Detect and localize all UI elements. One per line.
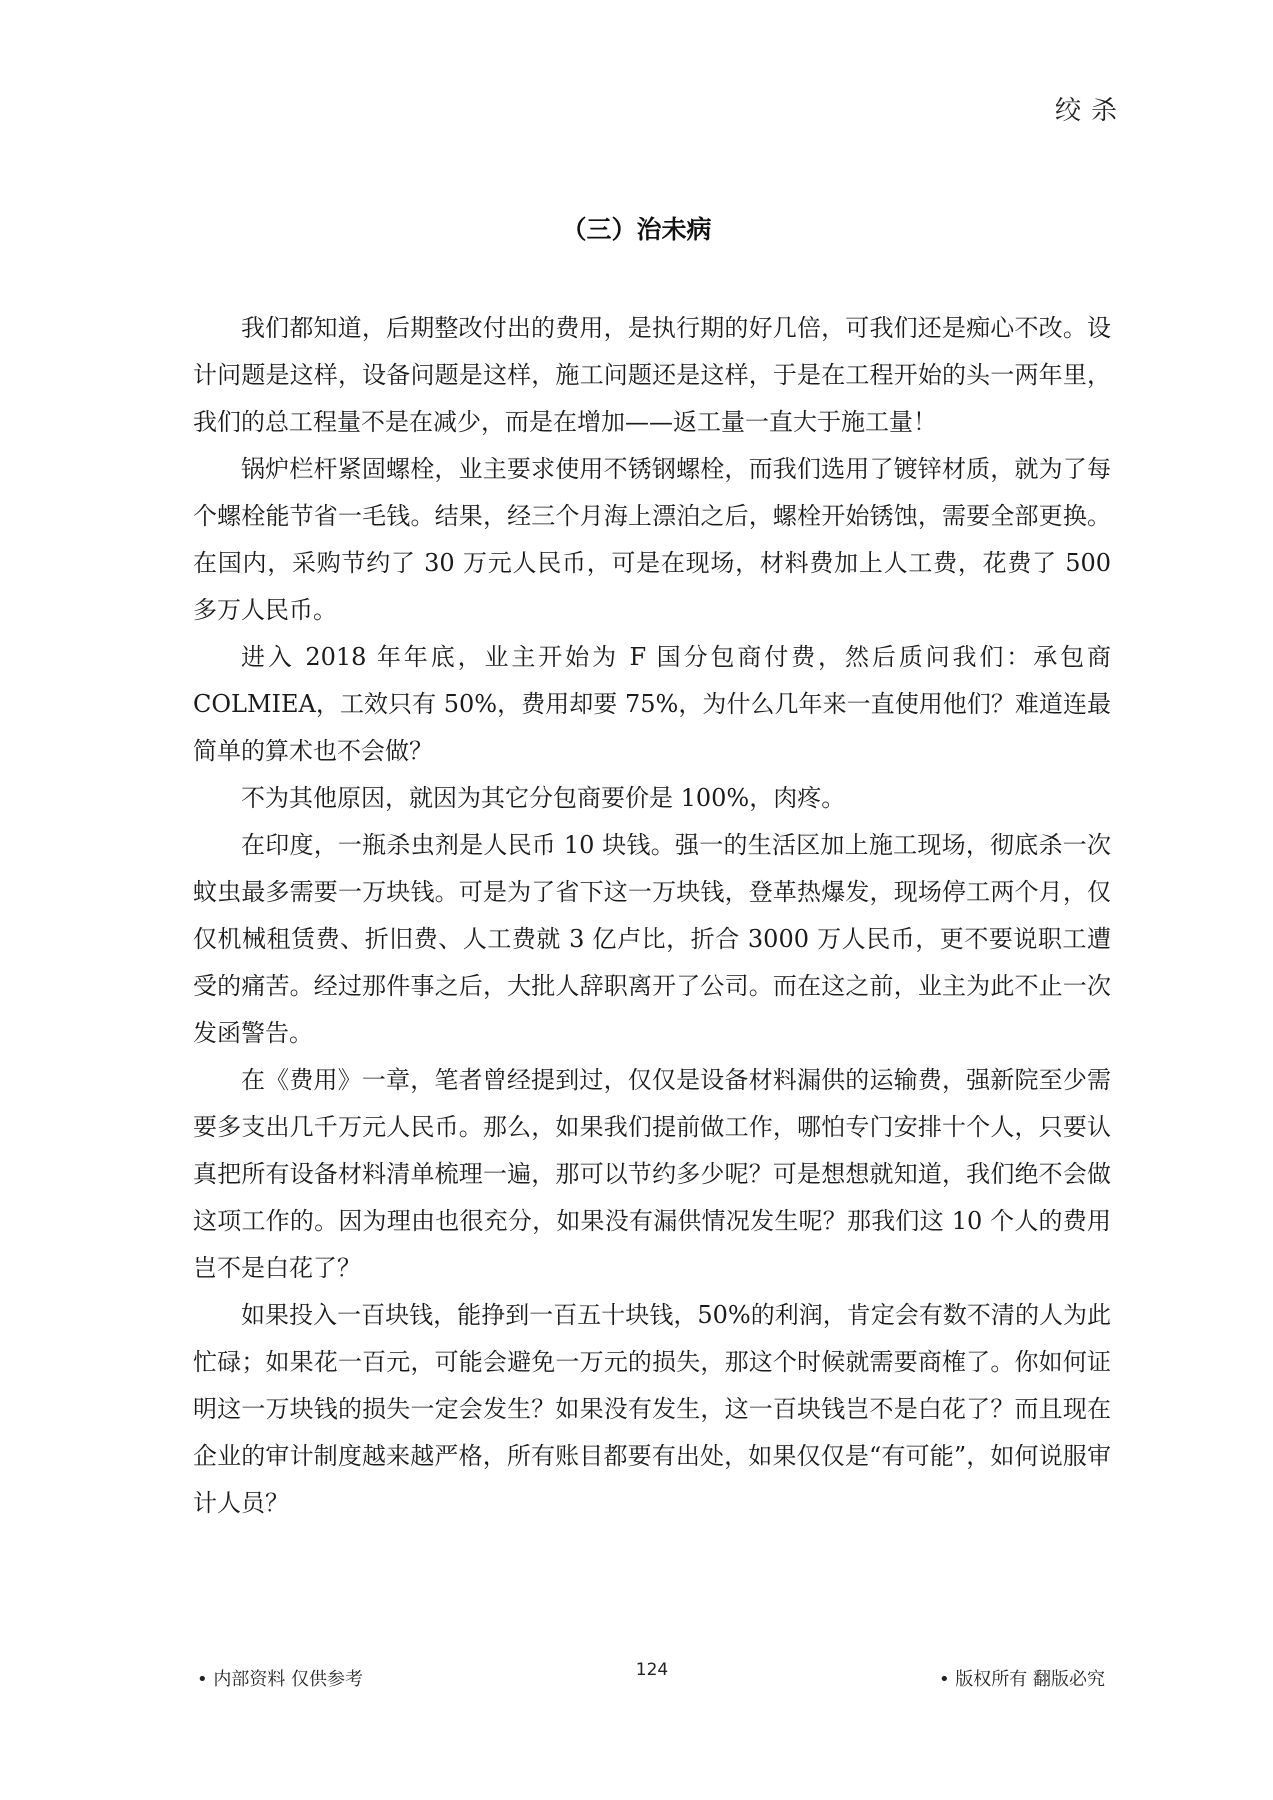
footer-internal-notice: • 内部资料 仅供参考 bbox=[197, 1669, 364, 1690]
body-text bbox=[193, 305, 1111, 1527]
paragraph: 不为其他原因，就因为其它分包商要价是 100%，肉疼。 bbox=[241, 784, 846, 812]
page-number: 124 bbox=[635, 1660, 669, 1680]
paragraph: 我们都知道，后期整改付出的费用，是执行期的好几倍，可我们还是痴心不改。设计问题是这样，设备问题是这样，施工问题还是这样，于是在工程开始的头一两年里，我们的总工程量不是在减少，而是在增加——返工量一直大于施工量！ bbox=[193, 314, 1111, 436]
section-title: （三）治未病 bbox=[561, 215, 712, 244]
footer-copyright-notice: • 版权所有 翻版必究 bbox=[938, 1669, 1105, 1690]
paragraph: 进入 2018 年年底，业主开始为 F 国分包商付费，然后质问我们：承包商 COLMIEA，工效只有 50%，费用却要 75%，为什么几年来一直使用他们？难道连最简单的算术也不会做？ bbox=[193, 643, 1111, 765]
page-footer bbox=[193, 1660, 1111, 1695]
paragraph: 锅炉栏杆紧固螺栓，业主要求使用不锈钢螺栓，而我们选用了镀锌材质，就为了每个螺栓能节省一毛钱。结果，经三个月海上漂泊之后，螺栓开始锈蚀，需要全部更换。在国内，采购节约了 30 万元人民币，可是在现场，材料费加上人工费，花费了 500 多万人民币。 bbox=[193, 455, 1111, 624]
paragraph: 在《费用》一章，笔者曾经提到过，仅仅是设备材料漏供的运输费，强新院至少需要多支出几千万元人民币。那么，如果我们提前做工作，哪怕专门安排十个人，只要认真把所有设备材料清单梳理一遍，那可以节约多少呢？可是想想就知道，我们绝不会做这项工作的。因为理由也很充分，如果没有漏供情况发生呢？那我们这 10 个人的费用岂不是白花了？ bbox=[193, 1066, 1111, 1282]
paragraph: 在印度，一瓶杀虫剂是人民币 10 块钱。强一的生活区加上施工现场，彻底杀一次蚊虫最多需要一万块钱。可是为了省下这一万块钱，登革热爆发，现场停工两个月，仅仅机械租赁费、折旧费、人工费就 3 亿卢比，折合 3000 万人民币，更不要说职工遭受的痛苦。经过那件事之后，大批人辞职离开了公司。而在这之前，业主为此不止一次发函警告。 bbox=[193, 831, 1111, 1047]
paragraph: 如果投入一百块钱，能挣到一百五十块钱，50%的利润，肯定会有数不清的人为此忙碌；如果花一百元，可能会避免一万元的损失，那这个时候就需要商榷了。你如何证明这一万块钱的损失一定会发生？如果没有发生，这一百块钱岂不是白花了？而且现在企业的审计制度越来越严格，所有账目都要有出处，如果仅仅是“有可能”，如何说服审计人员？ bbox=[193, 1301, 1111, 1517]
running-header: 绞杀 bbox=[1054, 96, 1127, 126]
